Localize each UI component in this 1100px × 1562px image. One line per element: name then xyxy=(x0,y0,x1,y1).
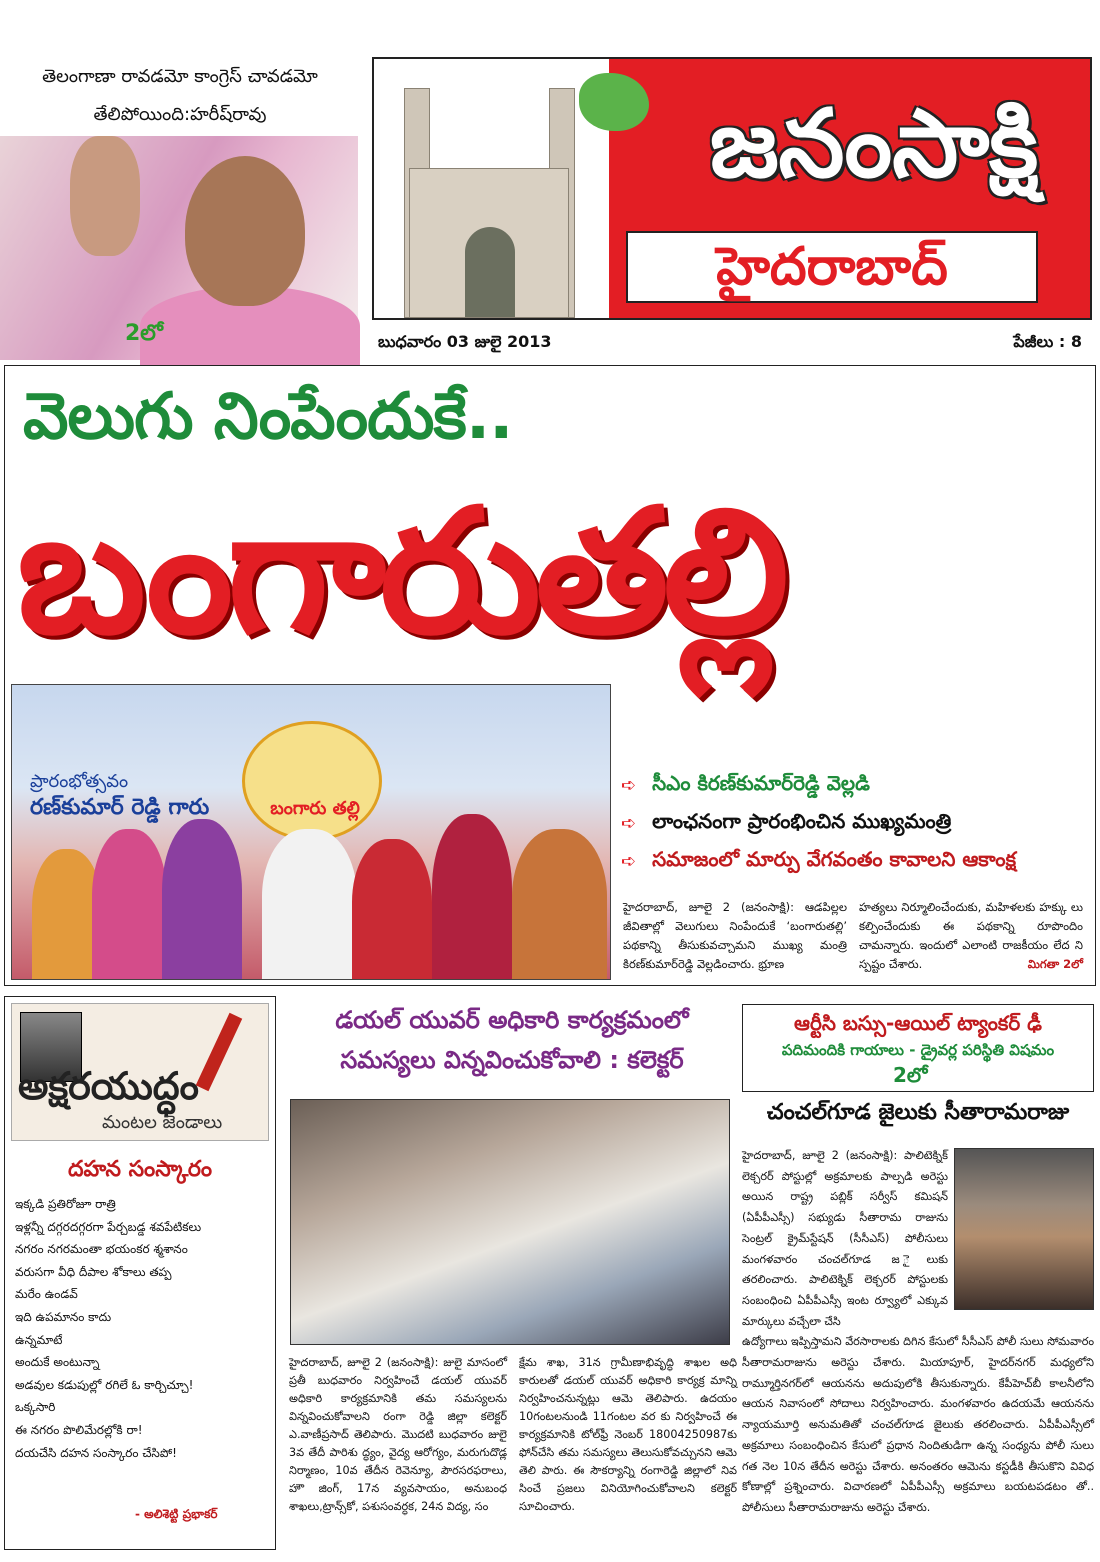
story-photo xyxy=(290,1099,730,1345)
bullet-item: ➪ సమాజంలో మార్పు వేగవంతం కావాలని ఆకాంక్ష xyxy=(621,846,1017,872)
right-column xyxy=(742,996,1096,1550)
teaser-headline-line1: తెలంగాణా రావడమో కాంగ్రెస్ చావడమో xyxy=(42,66,318,87)
poem-line: ఉన్నమాటే xyxy=(15,1332,63,1347)
person xyxy=(92,829,167,979)
bullet-item: ➪ సీఎం కిరణ్‌కుమార్‌రెడ్డి వెల్లడి xyxy=(621,770,870,796)
continued-link[interactable]: మిగతా 2లో xyxy=(1027,957,1083,971)
story-body-top: హైదరాబాద్, జూలై 2 (జనంసాక్షి): పాలిటెక్నిక్ లెక్చరర్ పోస్టుల్లో అక్రమాలకు పాల్పడి అరెస్టు అయిన రాష్ట్ర పబ్లిక్ సర్వీస్ కమిషన్ (ఏపీపీఎస్సీ) సభ్యుడు సీతారామ రాజును సెంట్రల్ క్రైమ్‌స్టేషన్ (సీసీఎస్) పోలీసులు మంగళవారం చంచల్‌గూడ జ ైలుకు తరలించారు. పాలిటెక్నిక్ లెక్చరర్ పోస్టులకు సంబంధించి ఏపీపీఎస్సీ ఇంట ర్వ్యూలో ఎక్కువ మార్కులు వచ్చేలా చేసి xyxy=(742,1149,948,1328)
poem-column xyxy=(4,996,276,1550)
issue-date: బుధవారం 03 జులై 2013 xyxy=(378,332,552,351)
raised-hand xyxy=(70,136,140,256)
poem-line: అందుకే అంటున్నా xyxy=(15,1355,100,1370)
lead-bullets xyxy=(621,766,1091,880)
person xyxy=(262,829,357,979)
charminar-image xyxy=(374,59,609,318)
poem-title: దహన సంస్కారం xyxy=(67,1157,213,1182)
story-headline-line2: సమస్యలు విన్నవించుకోవాలి : కలెక్టర్ xyxy=(340,1046,684,1074)
charminar-arch xyxy=(409,168,569,318)
teaser-story[interactable] xyxy=(0,60,360,360)
lead-photo xyxy=(11,684,611,980)
page-count: పేజీలు : 8 xyxy=(1013,332,1082,351)
poem-line: మరేం ఉండవ్ xyxy=(15,1287,78,1302)
lead-body-col1: హైదరాబాద్, జూలై 2 (జనంసాక్షి): ఆడపిల్లల జీవితాల్లో వెలుగులు నింపేందుకే ‘బంగారుతల్లి’ పథకాన్ని తీసుకువచ్చామని ముఖ్య మంత్రి కిరణ్‌కుమార్‌రెడ్డి వెల్లడించారు. భ్రూణ xyxy=(623,900,847,971)
teaser-headline-line2: తేలిపోయింది:హరీష్‌రావు xyxy=(93,104,267,125)
edition-name: హైదరాబాద్ xyxy=(626,231,1038,303)
story-body-col1: హైదరాబాద్, జూలై 2 (జనంసాక్షి): జులై మాసంలో ప్రతీ బుధవారం నిర్వహించే డయల్ యువర్ అధికారి కార్యక్రమానికి తమ సమస్యలను విన్నవించుకోవాలని రంగా రెడ్డి జిల్లా కలెక్టర్ ఎ.వాణీప్రసాద్ తెలిపారు. మొదటి బుధవారం జులై 3వ తేదీ పారిశు ద్ధ్యం, వైద్య ఆరోగ్యం, మరుగుదొడ్ల నిర్మాణం, 10వ తేదీన రెవెన్యూ, పౌరసరఫరాలు, హౌ జింగ్, 17న వ్యవసాయం, అనుబంధ శాఖలు,ట్రాన్స్‌కో, పశుసంవర్ధక, 24న విద్య, సం xyxy=(289,1356,507,1513)
bus-accident-teaser[interactable] xyxy=(742,1004,1094,1092)
teaser-headline: ఆర్టీసి బస్సు-ఆయిల్ ట్యాంకర్ ఢీ xyxy=(794,1011,1042,1035)
lead-banner-headline: బంగారుతల్లి xyxy=(17,471,784,672)
bullet-item: ➪ లాంఛనంగా ప్రారంభించిన ముఖ్యమంత్రి xyxy=(621,808,952,834)
teaser-photo xyxy=(0,136,358,360)
dial-your-officer-story[interactable] xyxy=(285,996,739,1550)
bangaru-thalli-logo xyxy=(242,721,382,841)
lead-kicker: వెలుగు నింపేందుకే.. xyxy=(23,380,513,454)
lead-body xyxy=(623,898,1087,978)
poem-line: అడవుల కడుపుల్లో రగిలే ఓ కార్చిచ్చూ! xyxy=(15,1377,194,1392)
arrow-icon: ➪ xyxy=(621,812,637,834)
person xyxy=(512,829,607,979)
photo-banner-text2: రణ్‌కుమార్ రెడ్డి గారు xyxy=(30,795,210,820)
column-banner xyxy=(11,1003,269,1141)
teaser-page-ref: 2లో xyxy=(893,1063,928,1087)
lead-body-col2-text: హత్యలు నిర్మూలించేందుకు, మహిళలకు హక్కు లు కల్పించేందుకు ఈ పథకాన్ని రూపొందిం చామన్నారు. ఇందులో ఎలాంటి రాజకీయం లేద ని స్పష్టం చేశారు. xyxy=(859,900,1083,971)
arrow-icon: ➪ xyxy=(621,850,637,872)
teaser-page-ref: 2లో xyxy=(125,321,163,346)
teaser-subheadline: పదిమందికి గాయాలు - డ్రైవర్ల పరిస్థితి విషమం xyxy=(781,1041,1055,1059)
poem-lines xyxy=(15,1193,273,1464)
story-body xyxy=(742,1146,1094,1546)
poem-line: ఈ నగరం పొలిమేరల్లోకి రా! xyxy=(15,1422,143,1437)
poem-line: ఇళ్లన్నీ దగ్గరదగ్గరగా పేర్చబడ్డ శవపేటికలు xyxy=(15,1219,202,1234)
photo-banner-text1: ప్రారంభోత్సవం xyxy=(30,771,129,792)
column-subtitle: మంటల జెండాలు xyxy=(102,1112,223,1133)
person xyxy=(162,819,242,979)
story-body-col2: క్షేమ శాఖ, 31న గ్రామీణాభివృద్ధి శాఖల అధి కారులతో డయల్ యువర్ అధికారి కార్యక్ర మాన్ని నిర్వహించనున్నట్లు ఆమె తెలిపారు. ఉదయం 10గంటలనుండి 11గంటల వర కు నిర్వహించే ఈ కార్యక్రమానికి టోల్‌ఫ్రీ నెంబర్ 18004250987కు ఫోన్‌చేసి తమ సమస్యలు తెలుసుకోవచ్చునని ఆమె తెలి పారు. ఈ సౌకర్యాన్ని రంగారెడ్డి జిల్లాలో నివ సించే ప్రజలు వినియోగించుకోవాలని కలెక్టర్ సూచించారు. xyxy=(519,1356,737,1513)
poem-line: దయచేసి దహన సంస్కారం చేసిపో! xyxy=(15,1445,177,1460)
poem-line: వరుసగా వీధి దీపాల శోకాలు తప్ప xyxy=(15,1264,172,1279)
charminar-arch-opening xyxy=(465,227,515,317)
lead-body-col2 xyxy=(859,898,1083,974)
story-body-bottom: ఉద్యోగాలు ఇప్పిస్తామని వేరసారాలకు దిగిన కేసులో సీసీఎస్ పోలీ సులు సోమవారం సీతారామరాజును అరెస్టు చేశారు. మియాపూర్, హైదర్‌నగర్ మధ్యలోని రామ్మూర్తినగర్‌లో ఆయనను అదుపులోకి తీసుకున్నారు. కేపీహెచ్‌బీ కాలనీలోని ఆయన నివాసంలో సోదాలు నిర్వహించారు. మంగళవారం ఉదయమే ఆయనను న్యాయమూర్తి అనుమతితో చంచల్‌గూడ జైలుకు తరలించారు. ఏపీపీఎస్సీలో అక్రమాలు సంబంధించిన కేసులో ప్రధాన నిందితుడిగా ఉన్న సంధ్యను పోలీ సులు గత నెల 10న తేదీన అరెస్టు చేశారు. అనంతరం ఆమెను కస్టడీకి తీసుకొని వివిధ కోణాల్లో ప్రశ్నించారు. విచారణలో ఏపీపీఎస్సీ అక్రమాలు బయటపడటం తో.. పోలీసులు సీతారామరాజును అరెస్టు చేశారు. xyxy=(742,1335,1094,1514)
person xyxy=(352,839,432,979)
person xyxy=(432,814,512,979)
masthead xyxy=(372,57,1092,320)
poem-line: ఇది ఉపమానం కాదు xyxy=(15,1309,112,1324)
story-body xyxy=(289,1354,737,1544)
story-headline: చంచల్‌గూడ జైలుకు సీతారామరాజు xyxy=(766,1100,1070,1125)
logo-text: బంగారు తల్లి xyxy=(270,798,360,819)
lead-story[interactable] xyxy=(4,365,1096,986)
telangana-map-icon xyxy=(579,73,649,131)
dateline xyxy=(378,330,1092,358)
column-name: అక్షరయుద్ధం xyxy=(18,1064,199,1108)
story-headline-line1: డయల్ యువర్ అధికారి కార్యక్రమంలో xyxy=(335,1006,689,1034)
poem-line: ఇక్కడి ప్రతిరోజూ రాత్రి xyxy=(15,1197,116,1211)
arrow-icon: ➪ xyxy=(621,774,637,796)
poem-author: - అలిశెట్టి ప్రభాకర్ xyxy=(135,1507,218,1521)
poem-line: ఒక్కసారి xyxy=(15,1400,56,1415)
poem-line: నగరం నగరమంతా భయంకర శ్మశానం xyxy=(15,1242,188,1257)
person-face xyxy=(185,156,305,306)
newspaper-name: జనంసాక్షి xyxy=(709,90,1039,199)
